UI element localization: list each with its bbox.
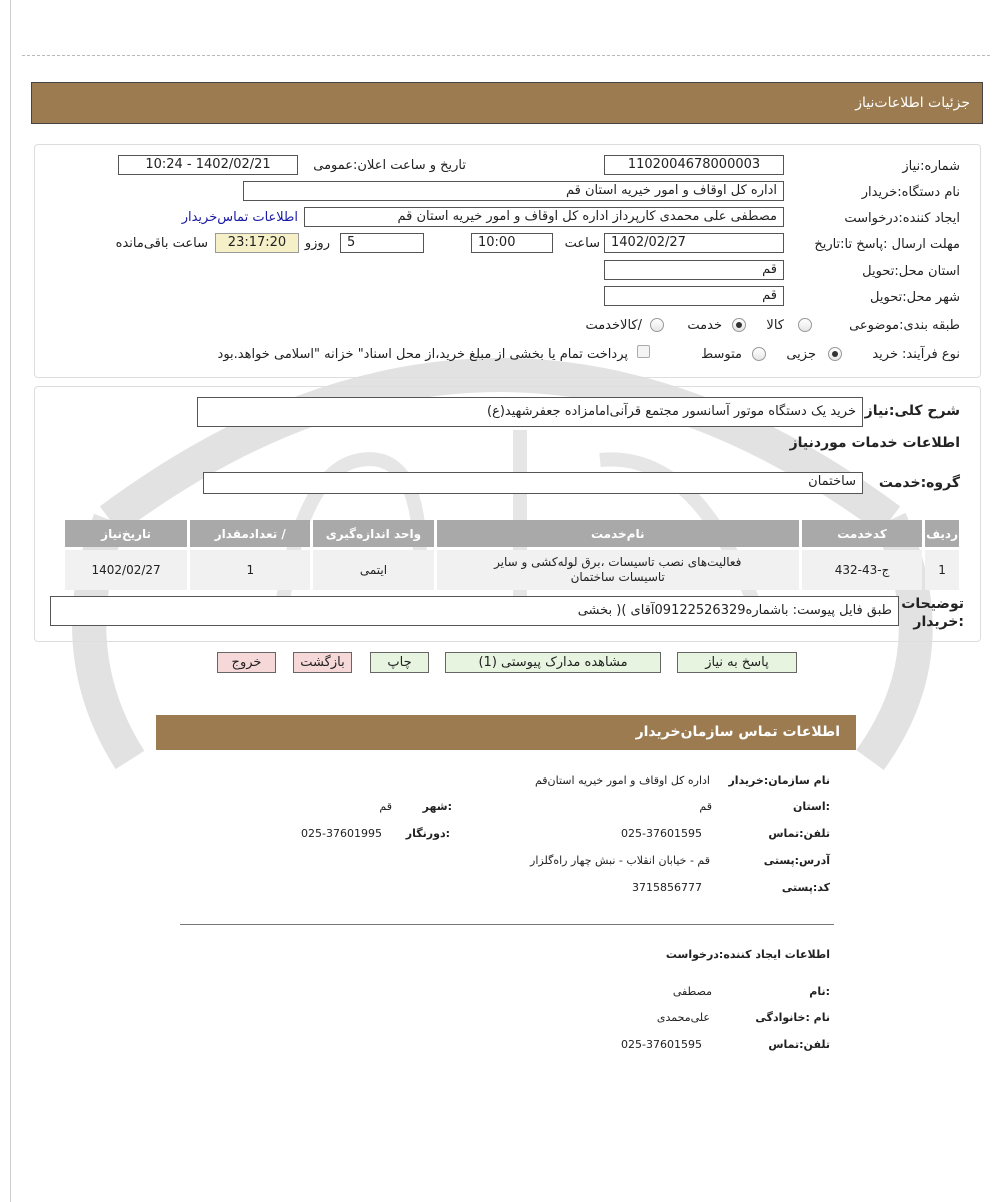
city-field: قم <box>604 286 784 306</box>
breadcrumb: جزئیات اطلاعات‌نیاز <box>855 95 970 111</box>
service-group-field: ساختمان <box>203 472 863 494</box>
deadline-time-field: 10:00 <box>471 233 553 253</box>
fax-label: :دورنگار <box>405 827 450 840</box>
category-goods-label: کالا <box>766 318 784 333</box>
service-group-label: گروه:خدمت <box>878 475 960 491</box>
contact-province-label: :استان <box>793 800 830 813</box>
requester-field: مصطفی علی محمدی کارپرداز اداره کل اوقاف و امور خیریه استان قم <box>304 207 784 227</box>
buyer-contact-link[interactable]: اطلاعات تماس‌خریدار <box>181 210 298 225</box>
postal-code-label: کد:پستی <box>781 881 830 894</box>
back-button[interactable]: بازگشت <box>293 652 352 673</box>
category-label: طبقه بندی:موضوعی <box>849 318 960 333</box>
summary-label: شرح کلی:نیاز <box>864 403 960 419</box>
days-field: 5 <box>340 233 424 253</box>
contact-province-value: قم <box>699 800 712 813</box>
print-button[interactable]: چاپ <box>370 652 429 673</box>
contact-phone-value: 025-37601595 <box>621 827 702 840</box>
need-info-panel <box>34 144 981 378</box>
process-buy-label: خرید <box>872 347 898 362</box>
province-field: قم <box>604 260 784 280</box>
category-service-radio[interactable] <box>732 318 746 332</box>
process-minor-radio[interactable] <box>828 347 842 361</box>
cell-quantity: 1 <box>190 550 310 590</box>
category-both-radio[interactable] <box>650 318 664 332</box>
buyer-notes-label: توضیحات :خریدار <box>901 596 964 630</box>
buyer-label: نام دستگاه:خریدار <box>861 185 960 200</box>
col-service-name: نام‌خدمت <box>437 520 799 547</box>
process-label: نوع فرآیند: <box>902 347 960 362</box>
deadline-label: مهلت ارسال :پاسخ تا:تاریخ <box>814 237 960 252</box>
view-documents-button[interactable]: مشاهده مدارک پیوستی (1) <box>445 652 661 673</box>
table-header-row <box>65 520 959 547</box>
process-minor-label: جزیی <box>786 347 816 362</box>
services-table <box>62 517 962 593</box>
treasury-payment-checkbox[interactable] <box>637 345 650 358</box>
col-row-number: ردیف <box>925 520 959 547</box>
remaining-label: ساعت باقی‌مانده <box>115 236 208 251</box>
creator-family-label: نام :خانوادگی <box>755 1011 830 1024</box>
contact-divider <box>180 924 834 925</box>
postal-code-value: 3715856777 <box>632 881 702 894</box>
category-both-label: /کالاخدمت <box>585 318 642 333</box>
reply-button[interactable]: پاسخ به نیاز <box>677 652 797 673</box>
contact-city-label: :شهر <box>422 800 452 813</box>
col-service-code: کدخدمت <box>802 520 922 547</box>
services-title: اطلاعات خدمات موردنیاز <box>789 435 960 451</box>
city-label: شهر محل:تحویل <box>870 290 960 305</box>
left-border-line <box>10 0 11 1202</box>
service-name-text: فعالیت‌های نصب تاسیسات ،برق لوله‌کشی و سایر تاسیسات ساختمان <box>494 555 742 584</box>
contact-title: اطلاعات تماس سازمان‌خریدار <box>635 724 840 740</box>
requester-label: ایجاد کننده:درخواست <box>844 211 960 226</box>
process-medium-label: متوسط <box>701 347 742 362</box>
deadline-time-label: ساعت <box>564 236 600 251</box>
days-label: روزو <box>304 236 330 251</box>
creator-family-value: علی‌محمدی <box>656 1011 710 1024</box>
buyer-notes-field: طبق فایل پیوست: باشماره09122526329آقای )( بخشی <box>50 596 899 626</box>
creator-name-value: مصطفی <box>672 985 712 998</box>
col-unit: واحد اندازه‌گیری <box>313 520 433 547</box>
need-number-label: شماره:نیاز <box>902 159 960 174</box>
announce-field: 1402/02/21 - 10:24 <box>118 155 298 175</box>
summary-field: خرید یک دستگاه موتور آسانسور مجتمع قرآنی‌امامزاده جعفرشهید(ع) <box>197 397 863 427</box>
col-need-date: تاریخ‌نیاز <box>65 520 187 547</box>
org-label: نام سازمان:خریدار <box>728 774 830 787</box>
page-header-bar <box>31 82 983 124</box>
cell-unit: ایتمی <box>313 550 433 590</box>
need-number-field: 1102004678000003 <box>604 155 784 175</box>
announce-label: تاریخ و ساعت اعلان:عمومی <box>313 158 466 173</box>
creator-phone-label: تلفن:تماس <box>768 1038 830 1051</box>
province-label: استان محل:تحویل <box>862 264 960 279</box>
cell-need-date: 1402/02/27 <box>65 550 187 590</box>
countdown-timer: 23:17:20 <box>215 233 299 253</box>
buyer-field: اداره کل اوقاف و امور خیریه استان قم <box>243 181 784 201</box>
process-medium-radio[interactable] <box>752 347 766 361</box>
category-service-label: خدمت <box>687 318 722 333</box>
creator-phone-value: 025-37601595 <box>621 1038 702 1051</box>
treasury-payment-note: پرداخت تمام یا بخشی از مبلغ خرید،از محل اسناد" خزانه "اسلامی خواهد.بود <box>217 347 628 362</box>
contact-header-bar <box>156 715 856 750</box>
org-value: اداره کل اوقاف و امور خیریه استان‌قم <box>534 774 710 787</box>
address-value: قم - خیابان انقلاب - نبش چهار راه‌گلزار <box>530 854 710 867</box>
category-goods-radio[interactable] <box>798 318 812 332</box>
table-row <box>65 550 959 590</box>
address-label: آدرس:پستی <box>763 854 830 867</box>
contact-city-value: قم <box>379 800 392 813</box>
cell-service-code: ج-43-432 <box>802 550 922 590</box>
cell-row-number: 1 <box>925 550 959 590</box>
deadline-date-field: 1402/02/27 <box>604 233 784 253</box>
top-divider <box>22 55 990 56</box>
contact-phone-label: تلفن:تماس <box>768 827 830 840</box>
exit-button[interactable]: خروج <box>217 652 276 673</box>
creator-name-label: :نام <box>809 985 830 998</box>
fax-value: 025-37601995 <box>301 827 382 840</box>
creator-title: اطلاعات ایجاد کننده:درخواست <box>665 948 830 961</box>
col-quantity: / تعدادمقدار <box>190 520 310 547</box>
cell-service-name <box>437 550 799 590</box>
